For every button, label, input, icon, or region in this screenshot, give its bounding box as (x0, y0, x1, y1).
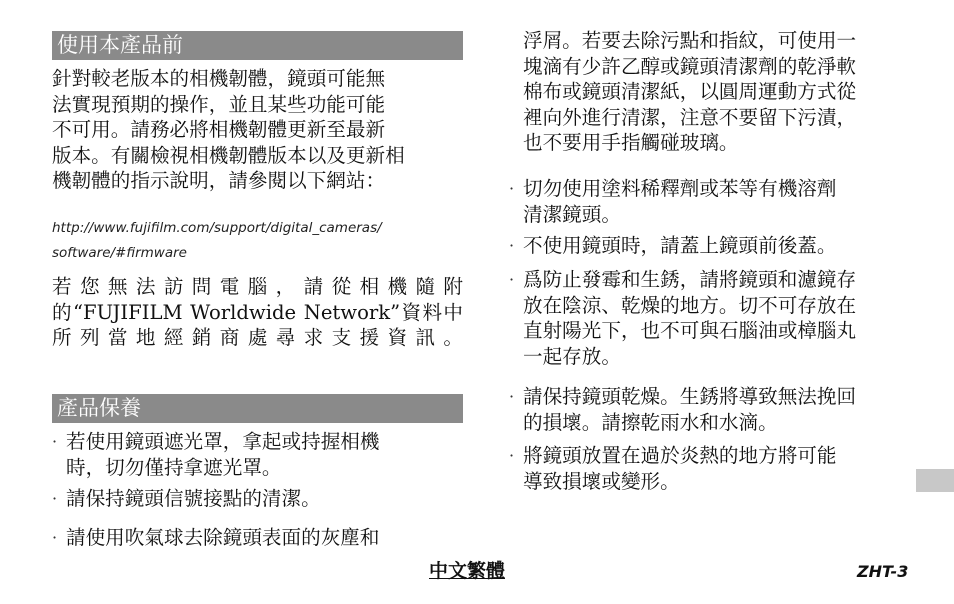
care-bullet-caps (509, 233, 837, 259)
text-line: 若您無法訪問電腦，請從相機隨附 (52, 275, 463, 298)
care-bullet-hood (52, 429, 380, 480)
firmware-paragraph (52, 66, 463, 194)
text-line: 不可用。請務必將相機韌體更新至最新 (52, 118, 386, 141)
text-line: 爲防止發霉和生銹，請將鏡頭和濾鏡存 (523, 268, 857, 291)
text-line: 一起存放。 (523, 344, 621, 368)
bullet-dot: · (509, 446, 515, 465)
bullet-dot: · (509, 236, 515, 255)
bullet-dot: · (52, 432, 58, 451)
firmware-url[interactable] (52, 216, 463, 266)
text-line: 機韌體的指示說明，請參閱以下網站： (52, 169, 386, 192)
text-line: 清潔鏡頭。 (523, 202, 621, 226)
text-line: 請使用吹氣球去除鏡頭表面的灰塵和 (66, 526, 380, 549)
side-thumb-tab (916, 469, 954, 492)
text-line: 浮屑。若要去除污點和指紋，可使用一 (523, 29, 857, 52)
text-line: 將鏡頭放置在過於炎熱的地方將可能 (523, 444, 837, 467)
text-line: 導致損壞或變形。 (523, 469, 680, 493)
text-line: 若使用鏡頭遮光罩，拿起或持握相機 (66, 430, 380, 453)
url-line: http://www.fujifilm.com/support/digital_cameras/ (52, 220, 382, 236)
footer-page-number: ZHT-3 (857, 562, 909, 581)
text-line: 直射陽光下，也不可與石腦油或樟腦丸 (523, 319, 857, 342)
text-line: 版本。有關檢視相機韌體版本以及更新相 (52, 143, 405, 167)
section-heading-before-use: 使用本產品前 (52, 31, 463, 60)
text-line: 不使用鏡頭時，請蓋上鏡頭前後蓋。 (523, 234, 837, 257)
bullet-dot: · (509, 270, 515, 289)
bullet-dot: · (52, 528, 58, 547)
text-line: 請保持鏡頭乾燥。生銹將導致無法挽回 (523, 385, 857, 408)
bullet-dot: · (509, 179, 515, 198)
text-line: 法實現預期的操作，並且某些功能可能 (52, 92, 386, 116)
text-line: 裡向外進行清潔，注意不要留下污漬， (523, 105, 857, 129)
text-line: 棉布或鏡頭清潔紙，以圓周運動方式從 (523, 80, 857, 103)
text-line: 也不要用手指觸碰玻璃。 (523, 131, 739, 154)
care-bullet-contacts (52, 486, 321, 512)
text-line: 所列當地經銷商處尋求支援資訊。 (52, 326, 463, 349)
url-line: software/#firmware (52, 245, 187, 261)
text-line: 時，切勿僅持拿遮光罩。 (66, 455, 282, 479)
care-bullet-blower (52, 525, 380, 551)
text-line: 針對較老版本的相機韌體，鏡頭可能無 (52, 67, 386, 90)
care-bullet-dry (509, 384, 856, 435)
text-line: 的損壞。請擦乾雨水和水滴。 (523, 410, 778, 434)
bullet-dot: · (509, 387, 515, 406)
section-heading-care: 產品保養 (52, 394, 463, 423)
care-bullet-storage (509, 267, 856, 369)
care-bullet-heat (509, 443, 837, 494)
care-bullet-blower-continued (509, 28, 856, 156)
text-line: 放在陰涼、乾燥的地方。切不可存放在 (523, 293, 857, 317)
text-line: 切勿使用塗料稀釋劑或苯等有機溶劑 (523, 177, 837, 200)
bullet-dot: · (52, 489, 58, 508)
text-line: 的“FUJIFILM Worldwide Network”資料中 (52, 300, 463, 324)
care-bullet-solvents (509, 176, 837, 227)
support-paragraph (52, 274, 463, 351)
text-line: 請保持鏡頭信號接點的清潔。 (66, 487, 321, 510)
footer-language-label[interactable]: 中文繁體 (429, 560, 506, 582)
text-line: 塊滴有少許乙醇或鏡頭清潔劑的乾淨軟 (523, 54, 857, 78)
